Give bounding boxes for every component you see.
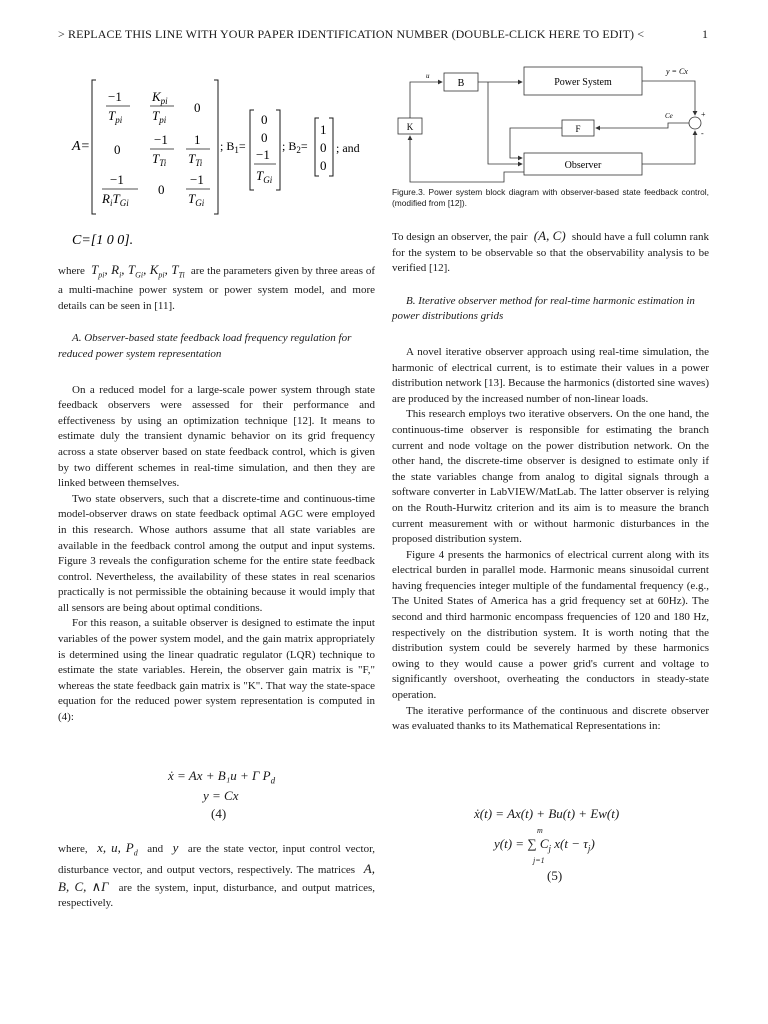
svg-text:Power System: Power System <box>554 77 612 88</box>
svg-text:−1: −1 <box>108 89 122 104</box>
equation-5-number: (5) <box>547 868 563 883</box>
figure-3-caption: Figure.3. Power system block diagram with observer-based state feedback control, (modified from [12]). <box>392 187 709 208</box>
right-para-design: To design an observer, the pair (A, C) should have a full column rank for the system to be observable so that the observability analysis to be verified [12]. <box>392 228 709 275</box>
left-para-1: On a reduced model for a large-scale power system through state feedback observers were assessed for their performance and effectiveness by using an optimization technique [12]. It means to estimate duly the transient dynamic behavior on its grid frequency across a state observer based on state feedback control, which is given by two different schemes in real-time simulation, and then they are linked between themselves. <box>58 383 375 490</box>
left-para-2: Two state observers, such that a discrete-time and continuous-time model-observer draws on state feedback optimal AGC were employed in this research. Whose authors assume that all state variables are available in the feedback control among the output and input systems. Figure 3 reveals the configuration scheme for the entire state feedback control. Nevertheless, the availability of these states in real scenarios practically is not permissible the obtaining because it would imply that all sensors are being about optimal conditions. <box>58 492 375 614</box>
equation-4-number: (4) <box>211 806 227 821</box>
svg-text:0: 0 <box>320 140 327 155</box>
section-b-heading: B. Iterative observer method for real-time harmonic estimation in power distributions grids <box>392 294 695 323</box>
left-bottom-text: where, x, u, $P_d$ and y are the state vector, input control vector, disturbance vector, and output vectors, respectively. The matrices A, B, C, ∧Γ are the system, input, disturbance, and output matrices, respectively. <box>58 840 376 910</box>
section-a-heading: A. Observer-based state feedback load frequency regulation for reduced power system representation <box>58 332 352 360</box>
svg-text:1: 1 <box>320 122 327 137</box>
svg-text:Ce: Ce <box>665 112 673 120</box>
svg-text:Kpi: $K_{pi}$ <box>152 89 168 106</box>
svg-text:−1: −1 <box>190 172 204 187</box>
svg-text:; B2=: ; $B_2=$ <box>282 139 308 155</box>
page-header: > REPLACE THIS LINE WITH YOUR PAPER IDENTIFICATION NUMBER (DOUBLE-CLICK HERE TO EDIT) < <box>58 27 645 41</box>
equation-5-sum-lower: j=1 <box>533 856 545 865</box>
svg-text:-: - <box>701 129 704 138</box>
svg-text:F: F <box>575 124 581 134</box>
equation-4-line-2: y = Cx <box>203 788 239 803</box>
right-column <box>392 228 709 735</box>
svg-text:u: u <box>426 72 430 80</box>
a-label: A= <box>72 139 90 154</box>
svg-text:RiTGi: $R_iT_{Gi}$ <box>102 191 129 208</box>
svg-text:+: + <box>701 110 706 119</box>
matrix-equation <box>68 72 378 252</box>
svg-text:−1: −1 <box>154 132 168 147</box>
equation-5-sum-upper: m <box>537 826 543 835</box>
right-para-4: The iterative performance of the continuous and discrete observer was evaluated thanks to its Mathematical Representations in: <box>392 704 709 733</box>
svg-text:y = Cx: y = Cx <box>666 67 688 76</box>
svg-text:−1: −1 <box>256 147 270 162</box>
svg-text:K: K <box>406 122 414 132</box>
b2-label: ; B <box>282 139 297 153</box>
svg-text:TTi: $T_{Ti}$ <box>188 151 203 168</box>
figure-3-block-diagram <box>392 62 722 186</box>
svg-text:; B1=: ; $B_1=$ <box>220 139 246 155</box>
svg-text:Observer: Observer <box>564 160 602 171</box>
c-matrix: C=[1 0 0]. <box>72 233 134 248</box>
right-para-3: Figure 4 presents the harmonics of electrical current along with its electrical burden in parallel mode. Harmonic means sinusoidal current having frequencies integer multiple of the fundamental frequency (e.g., The United States of America has a grid frequency set at 60Hz). The second and third harmonic encompass frequencies of 120 and 180 Hz, respectively on the distribution system. It is worth noting that the distribution system could be severely harmed by these harmonics owing to they would cause a power grid's current and voltage to significantly overshoot, overheating the conductors in steady-state operation. <box>392 548 709 702</box>
left-column <box>58 262 375 726</box>
para-where: where $T_{pi}$, $R_i$, $T_{Gi}$, $K_{pi}$, $T_{Ti}$ are the parameters given by three areas of a multi-machine power system or power system model, and more details can be seen in [11]. <box>58 262 376 312</box>
equation-4-line-1: ẋ = Ax + B₁u + Γ $P_d$ <box>168 768 276 786</box>
page-number: 1 <box>702 27 708 41</box>
and-word: ; and <box>336 141 360 155</box>
equation-5-line-1: ẋ(t) = Ax(t) + Bu(t) + Ew(t) <box>474 806 620 821</box>
svg-text:Tpi: $T_{pi}$ <box>152 108 167 125</box>
right-para-1: A novel iterative observer approach using real-time simulation, the harmonic of electrical current, is to estimate their values in a power distribution network [13]. Because the harmonics (distorted sine waves) are produced by the increased number of non-linear loads. <box>392 345 709 405</box>
svg-text:0: 0 <box>320 158 327 173</box>
svg-text:B: B <box>457 78 465 89</box>
svg-text:Tpi: $T_{pi}$ <box>108 108 123 125</box>
svg-text:0: 0 <box>114 142 121 157</box>
equation-5-line-2: y(t) = ∑ $C_j$ $x(t - \tau_j)$ <box>494 836 595 854</box>
summing-junction <box>689 117 701 129</box>
b1-label: ; B <box>220 139 235 153</box>
svg-text:1: 1 <box>194 132 201 147</box>
left-para-3: For this reason, a suitable observer is designed to estimate the input variables of the power system model, and the gain matrix appropriately is determined using the linear quadratic regulator (LQR) technique to estimate the state variables. Herein, the observer gain matrix is "F," whereas the state feedback gain matrix is "K". That way the state-space equation for the reduced power system representation is computed in (4): <box>58 617 375 724</box>
svg-text:0: 0 <box>261 130 268 145</box>
svg-text:TGi: $T_{Gi}$ <box>256 168 273 185</box>
svg-text:TGi: $T_{Gi}$ <box>188 191 205 208</box>
svg-text:0: 0 <box>158 182 165 197</box>
svg-text:0: 0 <box>261 112 268 127</box>
svg-text:TTi: $T_{Ti}$ <box>152 151 167 168</box>
right-para-2: This research employs two iterative observers. On the one hand, the continuous-time observer is responsible for estimating the branch current and node voltage on the power distribution network. On the other hand, the discrete-time observer is designed to estimate only if the state variables change from analog to digital signals through a software converter in LabVIEW/MatLab. The latter observer is relying on the Routh-Hurwitz criterion and its aim is to measure the branch current measurement with or without harmonic disturbances in the proposed distribution system. <box>392 408 709 546</box>
svg-text:−1: −1 <box>110 172 124 187</box>
svg-text:0: 0 <box>194 100 201 115</box>
